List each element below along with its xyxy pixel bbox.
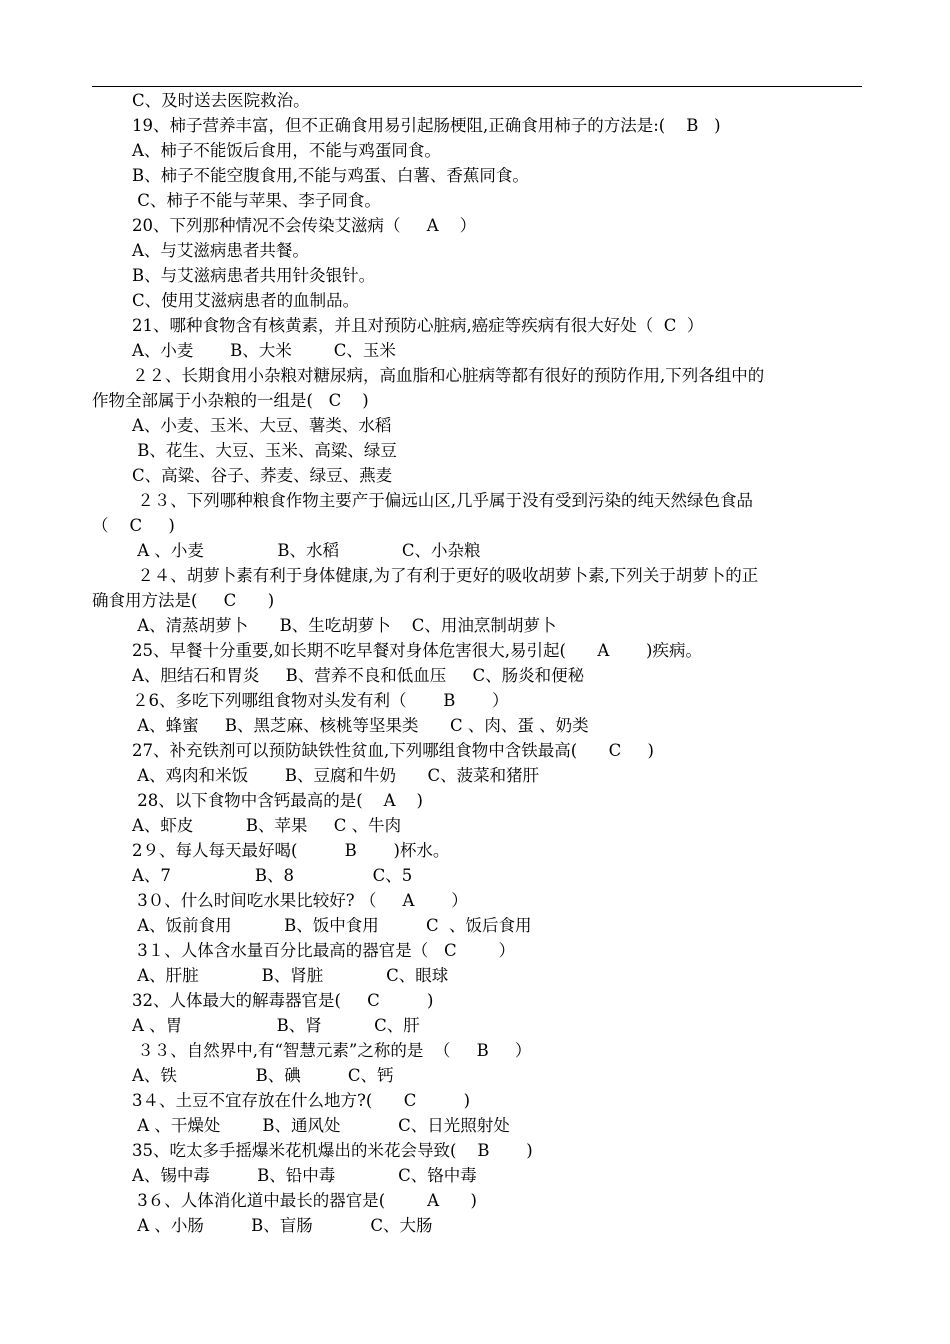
question-22: ２２、长期食用小杂粮对糖尿病，高血脂和心脏病等都有很好的预防作用,下列各组中的 (132, 366, 765, 385)
header-rule (92, 86, 862, 87)
option-line: A、小麦、玉米、大豆、薯类、水稻 (132, 416, 392, 435)
option-line: A、鸡肉和米饭 B、豆腐和牛奶 C、菠菜和猪肝 (132, 766, 540, 785)
option-line: B、与艾滋病患者共用针灸银针。 (132, 266, 376, 285)
option-line: C、高粱、谷子、荞麦、绿豆、燕麦 (132, 466, 393, 485)
option-line: A、7 B、8 C、5 (132, 866, 413, 885)
question-27: 27、补充铁剂可以预防缺铁性贫血,下列哪组食物中含铁最高( C ) (132, 741, 654, 760)
option-line: A、肝脏 B、肾脏 C、眼球 (132, 966, 449, 985)
question-26: ２6、多吃下列哪组食物对头发有利（ B ） (132, 691, 509, 710)
question-22-continued: 作物全部属于小杂粮的一组是( C ) (92, 391, 369, 410)
option-line: A、与艾滋病患者共餐。 (132, 241, 309, 260)
question-21: 21、哪种食物含有核黄素，并且对预防心脏病,癌症等疾病有很大好处（ C ） (132, 316, 704, 335)
option-line: B、柿子不能空腹食用,不能与鸡蛋、白薯、香蕉同食。 (132, 166, 529, 185)
question-20: 20、下列那种情况不会传染艾滋病（ A ） (132, 216, 477, 235)
question-list (92, 88, 862, 1238)
question-19: 19、柿子营养丰富，但不正确食用易引起肠梗阻,正确食用柿子的方法是:( B ) (132, 116, 721, 135)
question-36: 3６、人体消化道中最长的器官是( A ) (132, 1191, 477, 1210)
option-line: A 、干燥处 B、通风处 C、日光照射处 (132, 1116, 510, 1135)
question-32: 32、人体最大的解毒器官是( C ) (132, 991, 434, 1010)
option-line: A、蜂蜜 B、黑芝麻、核桃等坚果类 C 、肉、蛋 、奶类 (132, 716, 589, 735)
question-28: 28、以下食物中含钙最高的是( A ) (132, 791, 423, 810)
option-line: A、胆结石和胃炎 B、营养不良和低血压 C、肠炎和便秘 (132, 666, 585, 685)
question-34: 3４、土豆不宜存放在什么地方?( C ) (132, 1091, 471, 1110)
option-line: C、使用艾滋病患者的血制品。 (132, 291, 360, 310)
question-24-continued: 确食用方法是( C ) (92, 591, 275, 610)
option-line: A、小麦 B、大米 C、玉米 (132, 341, 396, 360)
question-33: ３３、自然界中,有“智慧元素”之称的是 （ B ） (132, 1041, 532, 1060)
option-line: A、柿子不能饭后食用，不能与鸡蛋同食。 (132, 141, 441, 160)
question-31: 3１、人体含水量百分比最高的器官是（ C ） (132, 941, 516, 960)
option-line: C、柿子不能与苹果、李子同食。 (132, 191, 381, 210)
option-line: A、铁 B、碘 C、钙 (132, 1066, 394, 1085)
option-line: B、花生、大豆、玉米、高粱、绿豆 (132, 441, 397, 460)
option-line: A、虾皮 B、苹果 C 、牛肉 (132, 816, 402, 835)
question-25: 25、早餐十分重要,如长期不吃早餐对身体危害很大,易引起( A )疾病。 (132, 641, 702, 660)
question-24: ２４、胡萝卜素有利于身体健康,为了有利于更好的吸收胡萝卜素,下列关于胡萝卜的正 (132, 566, 759, 585)
question-30: 3０、什么时间吃水果比较好? （ A ） (132, 891, 468, 910)
option-line: A、饭前食用 B、饭中食用 C 、饭后食用 (132, 916, 532, 935)
question-23-continued: （ C ) (92, 516, 175, 535)
text-line: C、及时送去医院救治。 (132, 91, 310, 110)
option-line: A 、小麦 B、水稻 C、小杂粮 (132, 541, 481, 560)
question-23: ２３、下列哪种粮食作物主要产于偏远山区,几乎属于没有受到污染的纯天然绿色食品 (132, 491, 753, 510)
option-line: A 、胃 B、肾 C、肝 (132, 1016, 420, 1035)
option-line: A、锡中毒 B、铅中毒 C、铬中毒 (132, 1166, 477, 1185)
option-line: A、清蒸胡萝卜 B、生吃胡萝卜 C、用油烹制胡萝卜 (132, 616, 557, 635)
question-29: 2９、每人每天最好喝( B )杯水。 (132, 841, 450, 860)
option-line: A 、小肠 B、盲肠 C、大肠 (132, 1216, 433, 1235)
question-35: 35、吃太多手摇爆米花机爆出的米花会导致( B ) (132, 1141, 533, 1160)
